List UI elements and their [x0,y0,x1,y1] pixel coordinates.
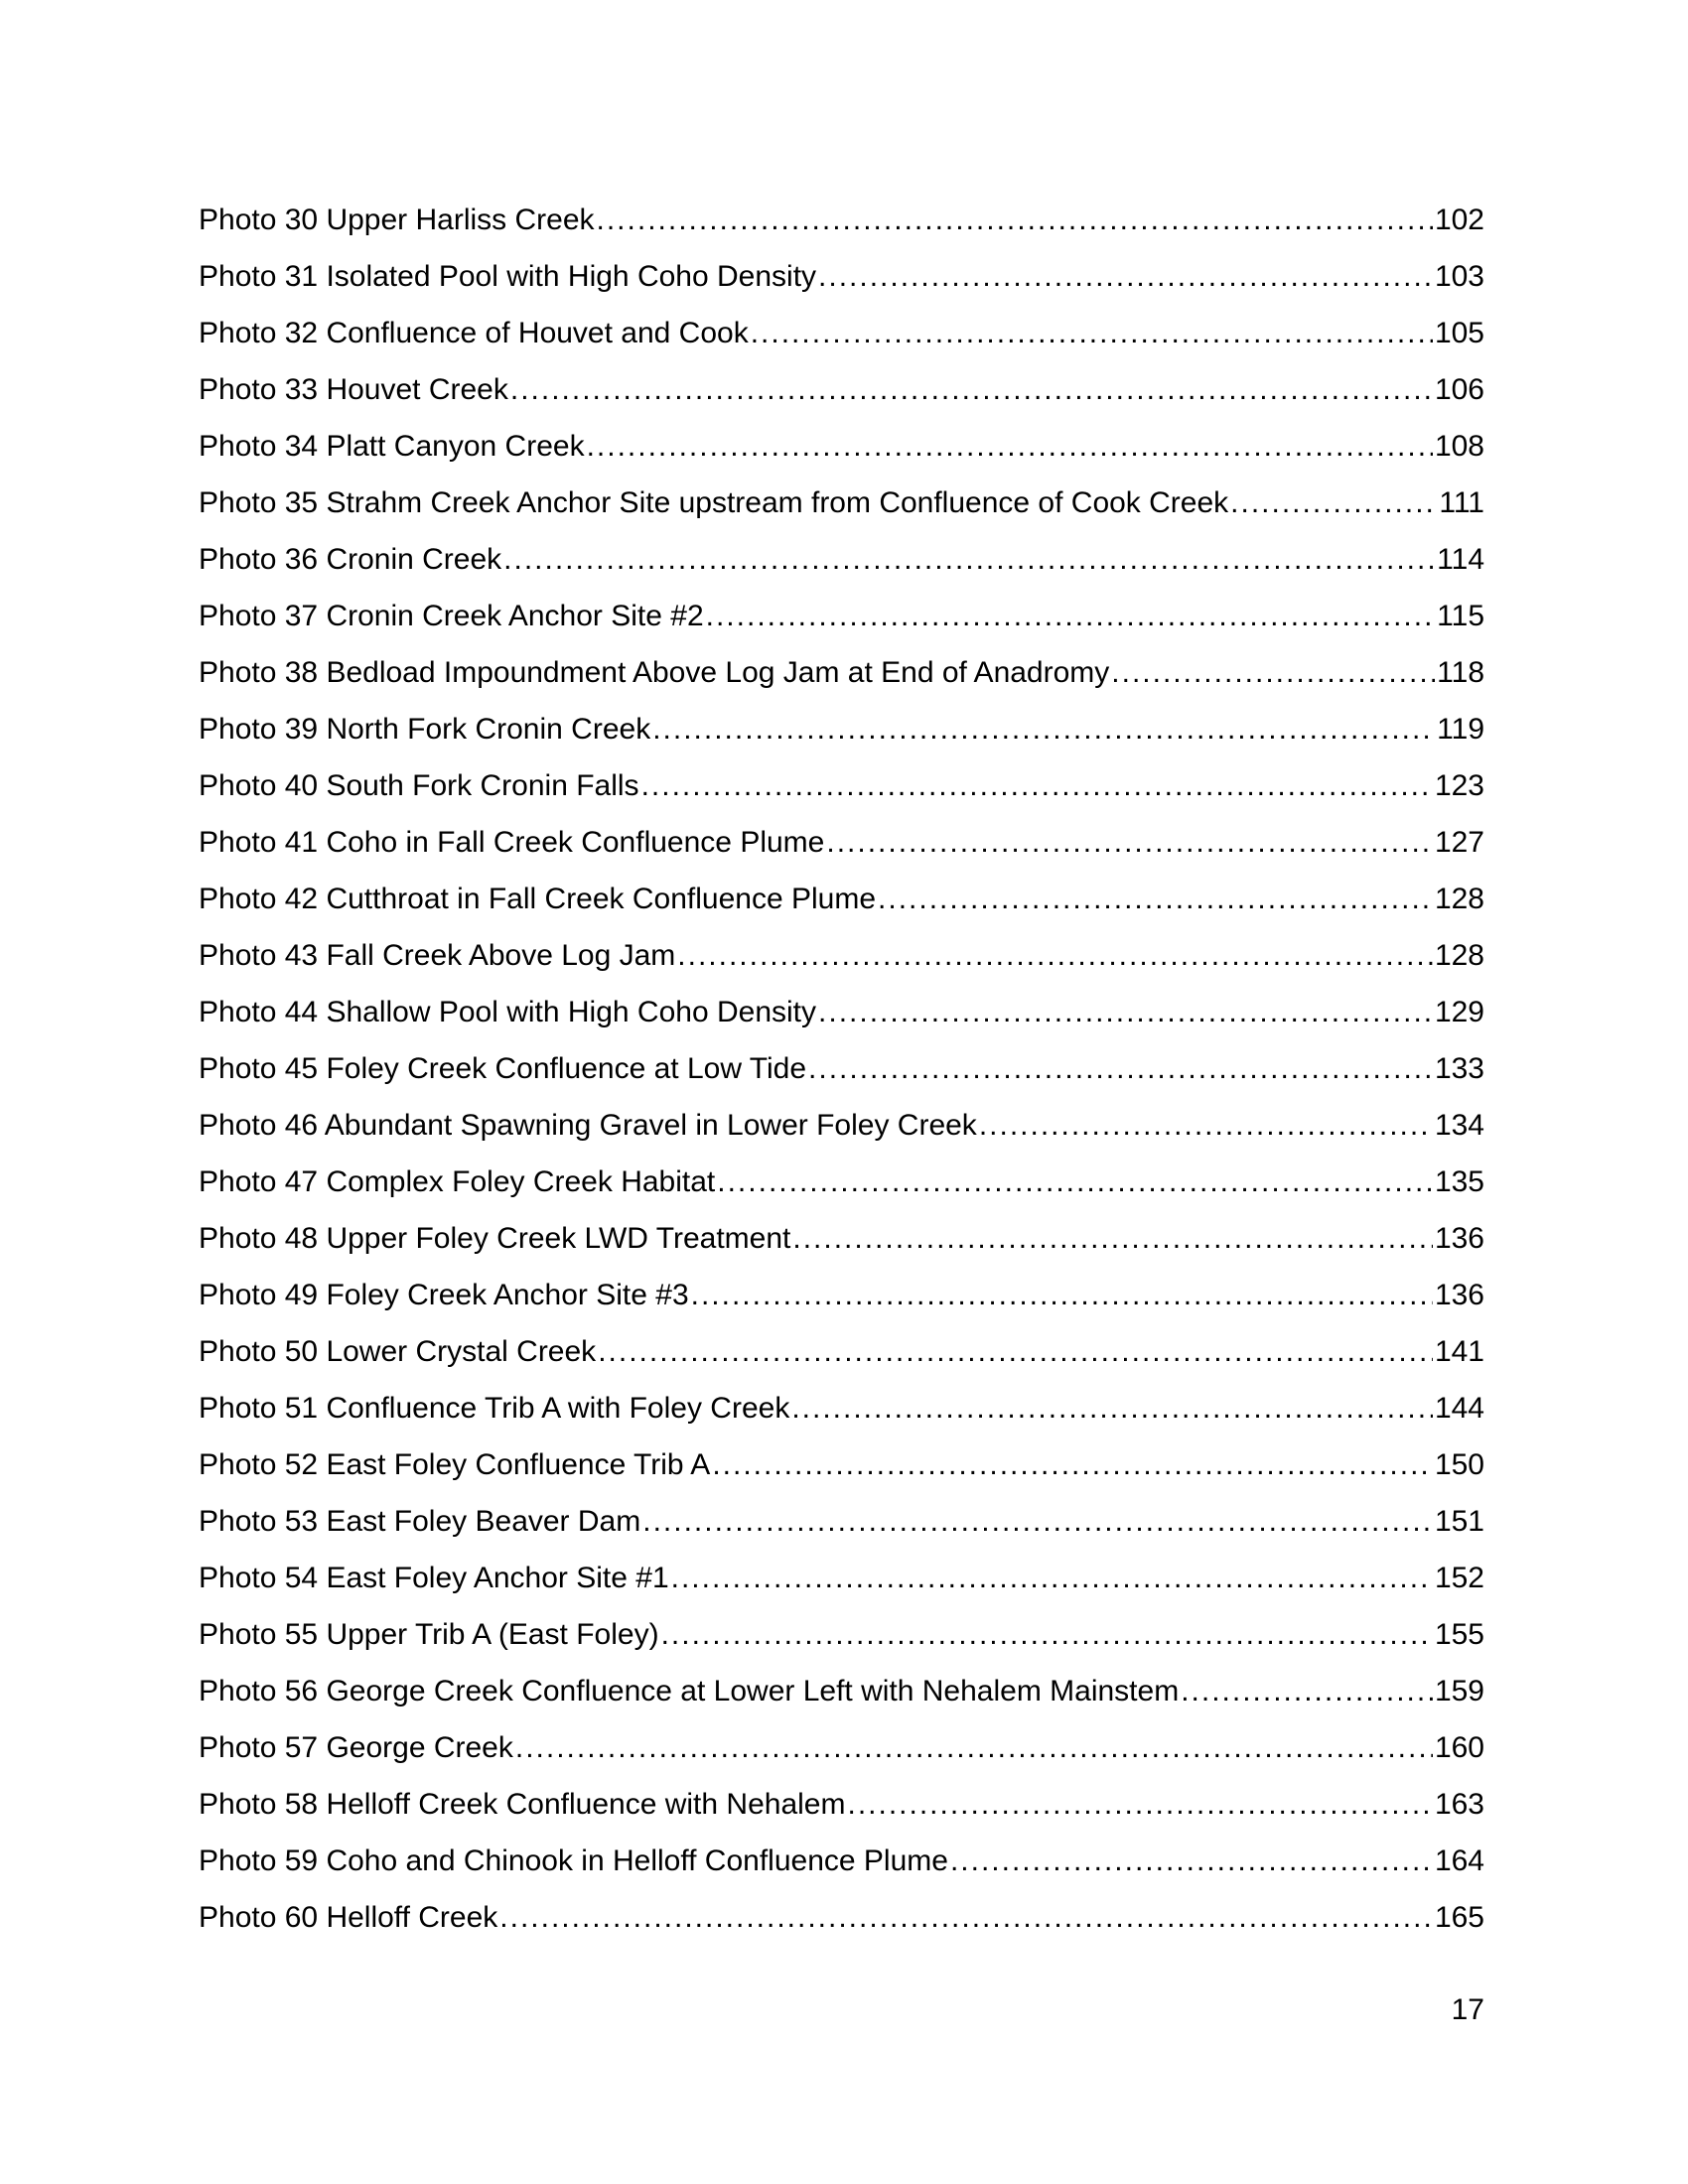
dot-leader [515,1719,1433,1776]
toc-entry[interactable] [199,1097,1484,1154]
dot-leader [808,1040,1433,1097]
toc-entry-page-number: 151 [1434,1505,1484,1538]
toc-entry-page-number: 155 [1434,1618,1484,1651]
toc-entry[interactable] [199,1606,1484,1663]
toc-entry-title: Photo 42 Cutthroat in Fall Creek Confluence Plume [199,883,877,915]
dot-leader [641,757,1433,814]
dot-leader [652,701,1435,757]
toc-entry-page-number: 133 [1434,1052,1484,1085]
toc-entry-page-number: 136 [1434,1279,1484,1311]
toc-entry[interactable] [199,1493,1484,1550]
toc-entry[interactable] [199,1436,1484,1493]
toc-entry-page-number: 106 [1434,373,1484,406]
toc-entry-title: Photo 31 Isolated Pool with High Coho Density [199,260,817,293]
toc-entry[interactable] [199,588,1484,644]
toc-entry-title: Photo 47 Complex Foley Creek Habitat [199,1165,716,1198]
toc-entry-page-number: 150 [1434,1448,1484,1481]
toc-entry-page-number: 111 [1439,486,1484,519]
table-of-figures [199,192,1484,1946]
toc-entry-page-number: 164 [1434,1844,1484,1877]
toc-entry-title: Photo 43 Fall Creek Above Log Jam [199,939,676,972]
dot-leader [792,1210,1433,1267]
toc-entry-title: Photo 60 Helloff Creek [199,1901,498,1934]
toc-entry[interactable] [199,531,1484,588]
toc-entry-page-number: 160 [1434,1731,1484,1764]
toc-entry-page-number: 128 [1434,939,1484,972]
toc-entry-title: Photo 54 East Foley Anchor Site #1 [199,1562,669,1594]
toc-entry[interactable] [199,1380,1484,1436]
toc-entry[interactable] [199,927,1484,984]
toc-entry-page-number: 115 [1437,600,1484,632]
dot-leader [717,1154,1433,1210]
dot-leader [878,871,1433,927]
dot-leader [597,192,1433,248]
toc-entry-page-number: 108 [1434,430,1484,463]
toc-entry-title: Photo 51 Confluence Trib A with Foley Creek [199,1392,790,1425]
dot-leader [847,1776,1432,1833]
toc-entry[interactable] [199,248,1484,305]
toc-entry-page-number: 128 [1434,883,1484,915]
dot-leader [826,814,1433,871]
toc-entry-title: Photo 45 Foley Creek Confluence at Low Tide [199,1052,807,1085]
toc-entry-title: Photo 56 George Creek Confluence at Lower Left with Nehalem Mainstem [199,1675,1180,1707]
toc-entry-title: Photo 50 Lower Crystal Creek [199,1335,597,1368]
dot-leader [510,361,1433,418]
toc-entry-page-number: 135 [1434,1165,1484,1198]
dot-leader [979,1097,1433,1154]
toc-entry-title: Photo 38 Bedload Impoundment Above Log Jam at End of Anadromy [199,656,1110,689]
toc-entry-page-number: 165 [1434,1901,1484,1934]
toc-entry-title: Photo 59 Coho and Chinook in Helloff Confluence Plume [199,1844,948,1877]
dot-leader [1111,644,1435,701]
toc-entry-title: Photo 32 Confluence of Houvet and Cook [199,317,749,349]
dot-leader [499,1889,1433,1946]
toc-entry-page-number: 103 [1434,260,1484,293]
toc-entry[interactable] [199,1889,1484,1946]
toc-entry[interactable] [199,1833,1484,1889]
toc-entry-page-number: 118 [1437,656,1484,689]
toc-entry-title: Photo 57 George Creek [199,1731,513,1764]
toc-entry-page-number: 152 [1434,1562,1484,1594]
toc-entry-page-number: 123 [1434,769,1484,802]
toc-entry-page-number: 129 [1434,996,1484,1028]
toc-entry[interactable] [199,644,1484,701]
toc-entry-title: Photo 35 Strahm Creek Anchor Site upstream from Confluence of Cook Creek [199,486,1229,519]
dot-leader [1181,1663,1433,1719]
toc-entry[interactable] [199,418,1484,475]
toc-entry[interactable] [199,701,1484,757]
toc-entry[interactable] [199,1663,1484,1719]
toc-entry[interactable] [199,1040,1484,1097]
dot-leader [751,305,1433,361]
toc-entry-title: Photo 40 South Fork Cronin Falls [199,769,639,802]
toc-entry-title: Photo 44 Shallow Pool with High Coho Density [199,996,817,1028]
dot-leader [671,1550,1433,1606]
dot-leader [661,1606,1433,1663]
dot-leader [791,1380,1433,1436]
toc-entry-title: Photo 39 North Fork Cronin Creek [199,713,651,746]
toc-entry-title: Photo 30 Upper Harliss Creek [199,204,595,236]
toc-entry[interactable] [199,475,1484,531]
toc-entry-page-number: 114 [1437,543,1484,576]
toc-entry-page-number: 134 [1434,1109,1484,1142]
dot-leader [691,1267,1433,1323]
toc-entry-title: Photo 46 Abundant Spawning Gravel in Lower Foley Creek [199,1109,977,1142]
toc-entry-page-number: 141 [1434,1335,1484,1368]
toc-entry-page-number: 136 [1434,1222,1484,1255]
toc-entry[interactable] [199,814,1484,871]
toc-entry[interactable] [199,871,1484,927]
toc-entry[interactable] [199,305,1484,361]
toc-entry-title: Photo 53 East Foley Beaver Dam [199,1505,641,1538]
toc-entry[interactable] [199,1776,1484,1833]
toc-entry[interactable] [199,1323,1484,1380]
toc-entry[interactable] [199,361,1484,418]
dot-leader [1230,475,1437,531]
toc-entry[interactable] [199,192,1484,248]
toc-entry-title: Photo 34 Platt Canyon Creek [199,430,585,463]
toc-entry-title: Photo 49 Foley Creek Anchor Site #3 [199,1279,689,1311]
toc-entry-title: Photo 41 Coho in Fall Creek Confluence Plume [199,826,825,859]
toc-entry-title: Photo 36 Cronin Creek [199,543,502,576]
toc-entry-page-number: 119 [1437,713,1484,746]
dot-leader [677,927,1433,984]
toc-entry-page-number: 102 [1434,204,1484,236]
toc-entry-title: Photo 58 Helloff Creek Confluence with Nehalem [199,1788,846,1821]
toc-entry-page-number: 159 [1434,1675,1484,1707]
toc-entry[interactable] [199,1154,1484,1210]
toc-entry[interactable] [199,1719,1484,1776]
toc-entry[interactable] [199,984,1484,1040]
dot-leader [818,984,1433,1040]
toc-entry-page-number: 127 [1434,826,1484,859]
dot-leader [598,1323,1433,1380]
toc-entry-title: Photo 55 Upper Trib A (East Foley) [199,1618,659,1651]
dot-leader [950,1833,1433,1889]
dot-leader [503,531,1435,588]
dot-leader [706,588,1436,644]
dot-leader [642,1493,1433,1550]
dot-leader [587,418,1433,475]
page-number: 17 [1451,1993,1484,2026]
toc-entry[interactable] [199,757,1484,814]
toc-entry-title: Photo 33 Houvet Creek [199,373,508,406]
toc-entry-page-number: 105 [1434,317,1484,349]
toc-entry-page-number: 144 [1434,1392,1484,1425]
toc-entry[interactable] [199,1550,1484,1606]
toc-entry-page-number: 163 [1434,1788,1484,1821]
toc-entry-title: Photo 48 Upper Foley Creek LWD Treatment [199,1222,791,1255]
toc-entry[interactable] [199,1210,1484,1267]
toc-entry-title: Photo 52 East Foley Confluence Trib A [199,1448,711,1481]
toc-entry-title: Photo 37 Cronin Creek Anchor Site #2 [199,600,704,632]
dot-leader [818,248,1433,305]
dot-leader [712,1436,1433,1493]
toc-entry[interactable] [199,1267,1484,1323]
